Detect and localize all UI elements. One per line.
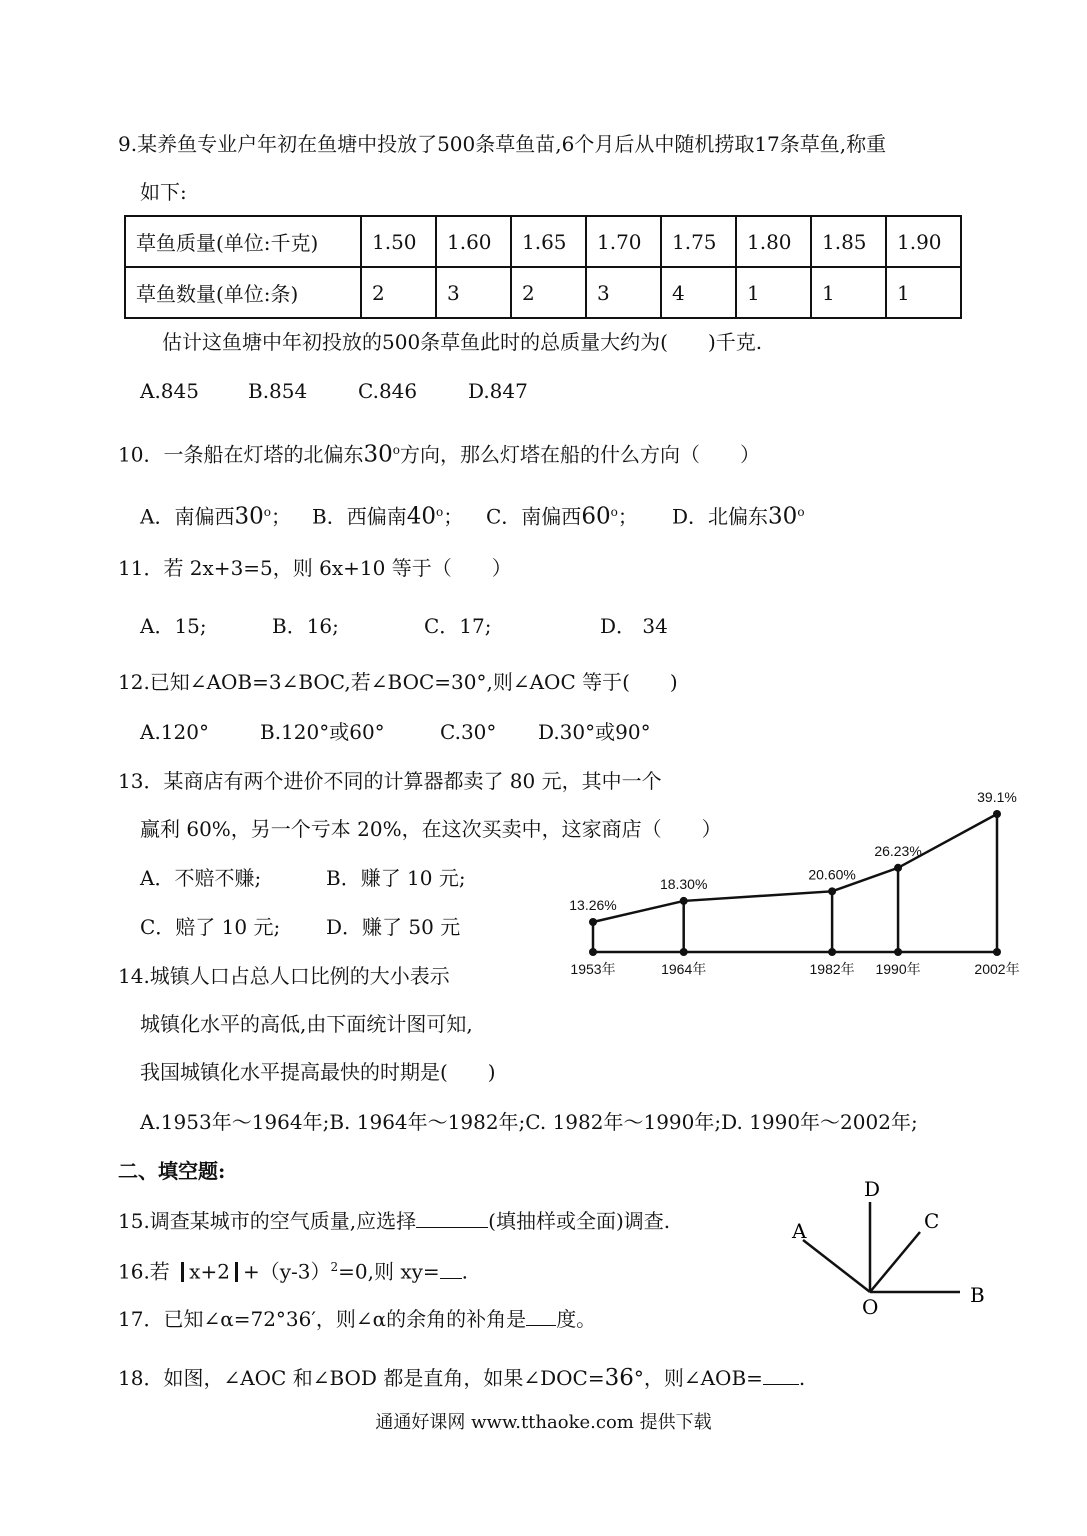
label-o: O [862,1295,879,1319]
table-cell: 3 [436,267,511,318]
table-cell: 1 [811,267,886,318]
q10-stem: 10．一条船在灯塔的北偏东30$^o$方向，那么灯塔在船的什么方向（ ） [118,441,760,468]
base-point [680,948,688,956]
ray-oa [803,1240,870,1292]
base-point [993,948,1001,956]
table-cell: 2 [361,267,436,318]
option-a: A.845 [140,379,199,403]
table-cell: 1.90 [886,216,961,267]
table-cell: 1.65 [511,216,586,267]
option-c: C.30° [440,720,497,744]
option-d: D． 34 [600,614,668,638]
label-b: B [970,1283,985,1307]
option-b: B.120°或60° [260,720,385,744]
x-tick-label: 2002年 [974,961,1020,977]
data-label: 39.1% [977,789,1017,805]
x-tick-label: 1982年 [809,961,855,977]
q13-stem-line2: 赢利 60%，另一个亏本 20%，在这次买卖中，这家商店（ ） [140,817,722,841]
q13-stem-line1: 13．某商店有两个进价不同的计算器都卖了 80 元，其中一个 [118,769,662,793]
base-point [589,948,597,956]
option-c: C．南偏西60$^o$； [486,503,638,530]
q18-answer-blank [763,1362,799,1385]
label-d: D [864,1177,881,1201]
table-row-count [125,267,961,318]
option-a: A．南偏西30$^o$； [140,503,291,530]
table-cell: 1 [736,267,811,318]
q9-question: 估计这鱼塘中年初投放的500条草鱼此时的总质量大约为( )千克. [162,330,763,354]
q14-stem-line2: 城镇化水平的高低,由下面统计图可知, [140,1012,473,1036]
option-d: D.847 [468,379,528,403]
option-b: B．西偏南40$^o$； [312,503,464,530]
data-point [589,918,597,926]
q17-stem: 17．已知∠α=72°36′，则∠α的余角的补角是 度。 [118,1303,596,1333]
series-line [593,814,997,922]
label-c: C [924,1209,940,1233]
q14-options: A.1953年～1964年;B. 1964年～1982年;C. 1982年～1990年;D. 1990年～2002年; [140,1110,918,1134]
data-point [828,887,836,895]
table-cell: 1 [886,267,961,318]
urbanization-line-chart [556,778,1036,988]
x-tick-label: 1964年 [661,961,707,977]
table-cell: 1.80 [736,216,811,267]
q18-stem: 18．如图，∠AOC 和∠BOD 都是直角，如果∠DOC=36°，则∠AOB= . [118,1362,805,1392]
ray-oc [870,1232,920,1292]
data-label: 20.60% [808,866,856,883]
table-row-mass [125,216,961,267]
table-header-count: 草鱼数量(单位:条) [125,267,361,318]
page-footer: 通通好课网 www.tthaoke.com 提供下载 [375,1412,712,1433]
x-tick-label: 1953年 [570,961,616,977]
option-d: D.30°或90° [538,720,651,744]
q14-stem-line3: 我国城镇化水平提高最快的时期是( ) [140,1060,496,1084]
option-d: D．北偏东30$^o$ [672,503,805,530]
q11-stem: 11．若 2x+3=5，则 6x+10 等于（ ） [118,556,512,580]
q15-answer-blank [416,1205,488,1228]
data-label: 18.30% [659,875,708,892]
label-a: A [792,1219,807,1243]
data-label: 26.23% [874,842,922,859]
table-header-mass: 草鱼质量(单位:千克) [125,216,361,267]
table-cell: 1.60 [436,216,511,267]
q16-stem: 16.若 $x+2 +(y-3)^2=0$,则 xy= . [118,1253,468,1286]
q9-stem-line2: 如下: [140,180,187,204]
option-b: B．16; [272,614,339,638]
x-tick-label: 1990年 [875,961,921,977]
fish-data-table [124,215,962,319]
table-cell: 1.50 [361,216,436,267]
option-c: C．17; [424,614,492,638]
table-cell: 1.75 [661,216,736,267]
q15-stem: 15.调查某城市的空气质量,应选择 (填抽样或全面)调查. [118,1205,670,1235]
data-label: 13.26% [569,897,617,913]
table-cell: 1.85 [811,216,886,267]
section-title-fill-in: 二、填空题: [118,1159,226,1183]
option-b: B．赚了 10 元; [326,866,466,890]
table-cell: 1.70 [586,216,661,267]
option-d: D．赚了 50 元 [326,915,461,939]
data-point [680,897,688,905]
data-point [993,810,1001,818]
angle-figure [780,1172,1000,1332]
option-a: A．15; [140,614,207,638]
q9-stem-line1: 9.某养鱼专业户年初在鱼塘中投放了500条草鱼苗,6个月后从中随机捞取17条草鱼,称重 [118,132,887,156]
option-c: C.846 [358,379,418,403]
table-cell: 4 [661,267,736,318]
table-cell: 2 [511,267,586,318]
table-cell: 3 [586,267,661,318]
base-point [894,948,902,956]
option-a: A.120° [140,720,209,744]
q16-answer-blank [440,1256,462,1279]
q17-answer-blank [526,1303,556,1326]
option-a: A．不赔不赚; [140,866,262,890]
q14-stem-line1: 14.城镇人口占总人口比例的大小表示 [118,964,450,988]
option-c: C．赔了 10 元; [140,915,281,939]
data-point [894,864,902,872]
base-point [828,948,836,956]
q12-stem: 12.已知∠AOB=3∠BOC,若∠BOC=30°,则∠AOC 等于( ) [118,670,678,694]
option-b: B.854 [248,379,308,403]
